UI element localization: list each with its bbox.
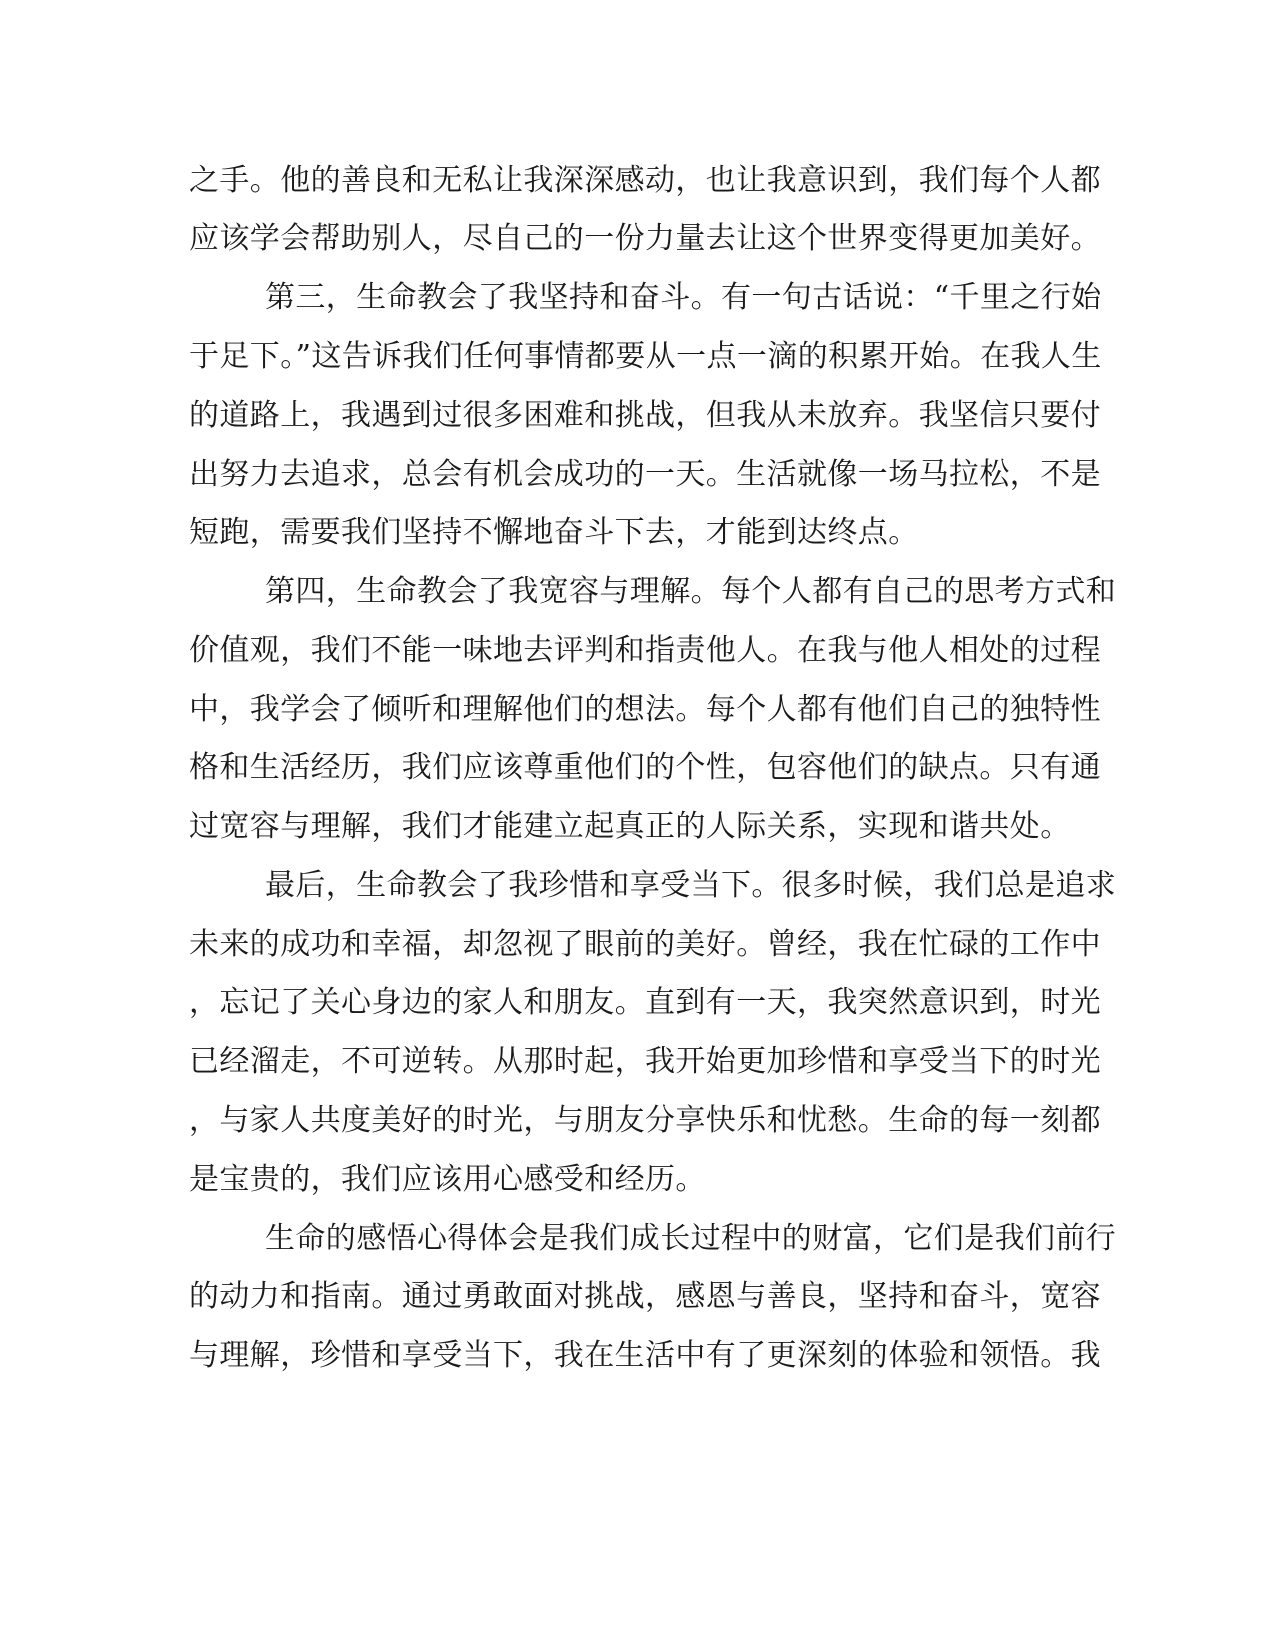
text-line: 出努力去追求，总会有机会成功的一天。生活就像一场马拉松，不是 bbox=[189, 457, 1101, 492]
text-line: 格和生活经历，我们应该尊重他们的个性，包容他们的缺点。只有通 bbox=[189, 750, 1101, 785]
text-line: 于足下。”这告诉我们任何事情都要从一点一滴的积累开始。在我人生 bbox=[189, 339, 1102, 374]
text-line: 短跑，需要我们坚持不懈地奋斗下去，才能到达终点。 bbox=[189, 515, 919, 550]
paragraph-start-line: 第四，生命教会了我宽容与理解。每个人都有自己的思考方式和 bbox=[265, 574, 1117, 609]
text-line: 中，我学会了倾听和理解他们的想法。每个人都有他们自己的独特性 bbox=[189, 692, 1101, 727]
text-line: ，忘记了关心身边的家人和朋友。直到有一天，我突然意识到，时光 bbox=[189, 985, 1101, 1020]
text-line: 与理解，珍惜和享受当下，我在生活中有了更深刻的体验和领悟。我 bbox=[189, 1338, 1101, 1373]
text-line: 的道路上，我遇到过很多困难和挑战，但我从未放弃。我坚信只要付 bbox=[189, 398, 1101, 433]
text-line: 过宽容与理解，我们才能建立起真正的人际关系，实现和谐共处。 bbox=[189, 809, 1071, 844]
text-line: 的动力和指南。通过勇敢面对挑战，感恩与善良，坚持和奋斗，宽容 bbox=[189, 1279, 1101, 1314]
text-line: 是宝贵的，我们应该用心感受和经历。 bbox=[189, 1162, 706, 1197]
paragraph-start-line: 第三，生命教会了我坚持和奋斗。有一句古话说：“千里之行始 bbox=[265, 280, 1102, 315]
paragraph-start-line: 生命的感悟心得体会是我们成长过程中的财富，它们是我们前行 bbox=[265, 1221, 1117, 1256]
text-line: 已经溜走，不可逆转。从那时起，我开始更加珍惜和享受当下的时光 bbox=[189, 1044, 1101, 1079]
paragraph-start-line: 最后，生命教会了我珍惜和享受当下。很多时候，我们总是追求 bbox=[265, 868, 1117, 903]
text-line: 之手。他的善良和无私让我深深感动，也让我意识到，我们每个人都 bbox=[189, 163, 1101, 198]
text-line: 价值观，我们不能一味地去评判和指责他人。在我与他人相处的过程 bbox=[189, 633, 1101, 668]
text-line: ，与家人共度美好的时光，与朋友分享快乐和忧愁。生命的每一刻都 bbox=[189, 1103, 1101, 1138]
text-line: 应该学会帮助别人，尽自己的一份力量去让这个世界变得更加美好。 bbox=[189, 221, 1101, 256]
text-line: 未来的成功和幸福，却忽视了眼前的美好。曾经，我在忙碌的工作中 bbox=[189, 927, 1101, 962]
